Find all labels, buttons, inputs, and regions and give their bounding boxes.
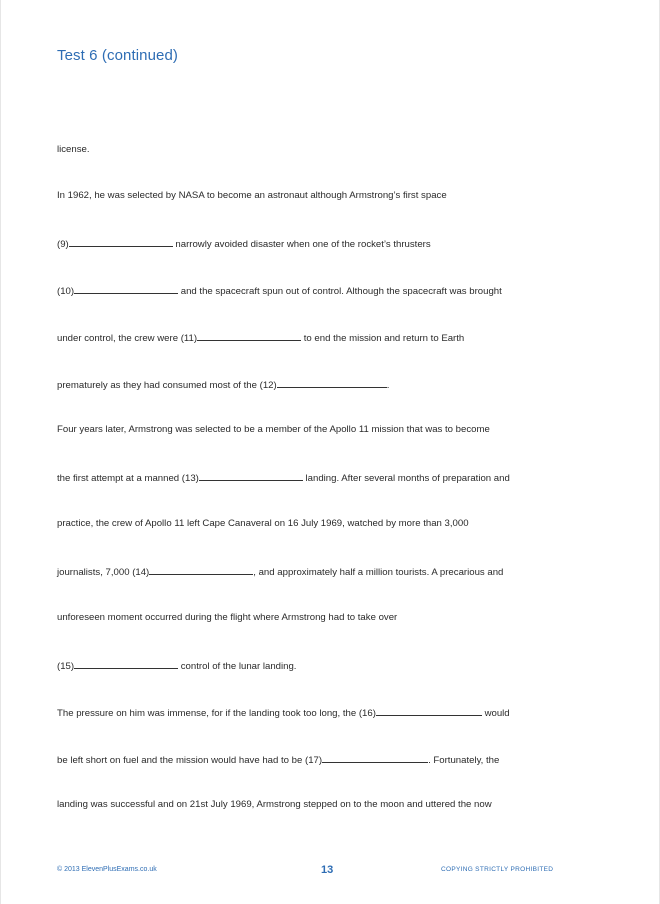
text-line-7	[57, 424, 490, 436]
question-number: (15)	[57, 661, 75, 672]
answer-blank-15[interactable]	[74, 659, 178, 669]
question-number: (10)	[57, 286, 75, 297]
answer-blank-12[interactable]	[277, 378, 387, 388]
text-line-11	[57, 612, 397, 624]
answer-blank-14[interactable]	[149, 565, 253, 575]
line-text: unforeseen moment occurred during the flight where Armstrong had to take over	[57, 612, 398, 623]
text-line-10	[57, 565, 503, 579]
line-text: In 1962, he was selected by NASA to become an astronaut although Armstrong’s first space	[57, 190, 447, 201]
line-text: to end the mission and return to Earth	[303, 333, 465, 344]
footer-notice: COPYING STRICTLY PROHIBITED	[441, 866, 554, 873]
line-text: be left short on fuel and the mission would have had to be (17)	[57, 755, 323, 766]
text-line-6	[57, 378, 389, 392]
page-heading: Test 6 (continued)	[57, 47, 179, 64]
text-line-9	[57, 518, 469, 530]
line-text: The pressure on him was immense, for if the landing took too long, the (16)	[57, 708, 376, 719]
line-text: Four years later, Armstrong was selected to be a member of the Apollo 11 mission that was to become	[57, 424, 490, 435]
answer-blank-9[interactable]	[69, 237, 173, 247]
answer-blank-13[interactable]	[199, 471, 303, 481]
answer-blank-16[interactable]	[376, 706, 482, 716]
answer-blank-10[interactable]	[74, 284, 178, 294]
line-text: control of the lunar landing.	[180, 661, 297, 672]
line-text: landing. After several months of preparation and	[305, 473, 510, 484]
text-line-3	[57, 237, 431, 251]
text-line-14	[57, 753, 499, 767]
text-line-13	[57, 706, 510, 720]
line-text: narrowly avoided disaster when one of the rocket’s thrusters	[175, 239, 431, 250]
line-text: and the spacecraft spun out of control. Although the spacecraft was brought	[180, 286, 502, 297]
line-text: . Fortunately, the	[428, 755, 500, 766]
text-line-8	[57, 471, 510, 485]
text-line-12	[57, 659, 296, 673]
line-text: , and approximately half a million tourists. A precarious and	[253, 567, 504, 578]
line-text: prematurely as they had consumed most of the (12)	[57, 380, 277, 391]
line-text: the first attempt at a manned (13)	[57, 473, 199, 484]
line-text: landing was successful and on 21st July 1969, Armstrong stepped on to the moon and uttered the now	[57, 799, 492, 810]
line-text: would	[484, 708, 510, 719]
line-text: practice, the crew of Apollo 11 left Cape Canaveral on 16 July 1969, watched by more than 3,000	[57, 518, 469, 529]
line-text: .	[386, 380, 390, 391]
line-text: license.	[57, 144, 90, 155]
answer-blank-11[interactable]	[197, 331, 301, 341]
text-line-2	[57, 190, 447, 202]
question-number: (9)	[57, 239, 69, 250]
text-line-4	[57, 284, 502, 298]
line-text: journalists, 7,000 (14)	[57, 567, 150, 578]
answer-blank-17[interactable]	[322, 753, 428, 763]
footer-copyright: © 2013 ElevenPlusExams.co.uk	[57, 866, 157, 873]
line-text: under control, the crew were (11)	[57, 333, 198, 344]
text-line-5	[57, 331, 464, 345]
text-line-15	[57, 799, 492, 811]
text-line-1	[57, 144, 90, 156]
page-number: 13	[321, 864, 334, 876]
